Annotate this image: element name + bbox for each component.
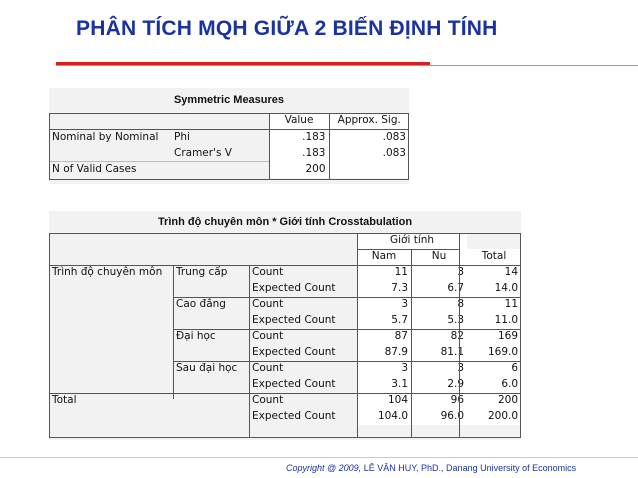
value-cell: .183 <box>269 146 329 162</box>
title-underline-gray <box>56 65 638 66</box>
nu-cell: 8 <box>411 297 467 313</box>
stat-label: Count <box>252 298 284 311</box>
row-stat-label: Cramer's V <box>174 147 232 160</box>
stat-label: Expected Count <box>252 314 336 327</box>
nam-cell: 3.1 <box>357 377 411 393</box>
col-header-nu: Nu <box>411 249 467 265</box>
total-cell: 14 <box>467 265 521 281</box>
crosstab-caption: Trình độ chuyên môn * Giới tính Crosstabulation <box>157 216 413 228</box>
nu-cell: 82 <box>411 329 467 345</box>
col-group-header: Giới tính <box>357 233 467 249</box>
nu-cell: 96 <box>411 393 467 409</box>
footer-copyright <box>286 463 576 473</box>
nu-cell: 5.3 <box>411 313 467 329</box>
slide-title: PHÂN TÍCH MQH GIỮA 2 BIẾN ĐỊNH TÍNH <box>76 17 498 40</box>
nu-cell: 3 <box>411 265 467 281</box>
symmetric-grid-lines <box>49 88 409 184</box>
stat-label: Count <box>252 330 284 343</box>
stat-label: Expected Count <box>252 346 336 359</box>
level-label: Đại học <box>176 330 216 343</box>
stat-label: Count <box>252 394 284 407</box>
nam-cell: 104.0 <box>357 409 411 425</box>
total-cell: 11 <box>467 297 521 313</box>
total-cell: 200.0 <box>467 409 521 425</box>
total-cell: 169 <box>467 329 521 345</box>
crosstab-grid-lines <box>49 211 521 440</box>
stat-label: Expected Count <box>252 410 336 423</box>
total-row-label: Total <box>52 394 77 407</box>
total-cell: 200 <box>467 393 521 409</box>
nam-cell: 87 <box>357 329 411 345</box>
footer-author: LÊ VĂN HUY, PhD., Danang University of Economics <box>361 463 577 473</box>
row-stat-label: Phi <box>174 131 190 144</box>
crosstab-panel <box>49 211 521 440</box>
sig-cell: .083 <box>329 130 409 147</box>
level-label: Cao đẳng <box>176 298 226 311</box>
nu-cell: 2.9 <box>411 377 467 393</box>
col-header-nam: Nam <box>357 249 411 265</box>
total-cell: 11.0 <box>467 313 521 329</box>
level-label: Sau đại học <box>176 362 238 375</box>
nam-cell: 7.3 <box>357 281 411 297</box>
stat-label: Count <box>252 266 284 279</box>
symmetric-measures-panel <box>49 88 409 184</box>
nam-cell: 11 <box>357 265 411 281</box>
nu-cell: 96.0 <box>411 409 467 425</box>
stat-label: Count <box>252 362 284 375</box>
nam-cell: 3 <box>357 361 411 377</box>
footer-divider <box>0 457 638 458</box>
footer-copyright-prefix: Copyright @ 2009, <box>286 463 362 473</box>
symmetric-measures-caption: Symmetric Measures <box>173 94 285 106</box>
nam-cell: 87.9 <box>357 345 411 361</box>
value-cell: .183 <box>269 130 329 147</box>
col-header-total: Total <box>467 249 521 265</box>
value-cell: 200 <box>269 162 329 178</box>
nu-cell: 6.7 <box>411 281 467 297</box>
total-cell: 6.0 <box>467 377 521 393</box>
row-group-label: N of Valid Cases <box>52 163 137 176</box>
nu-cell: 3 <box>411 361 467 377</box>
row-group-label: Nominal by Nominal <box>52 131 159 144</box>
value-header: Value <box>269 113 329 130</box>
nu-cell: 81.1 <box>411 345 467 361</box>
nam-cell: 3 <box>357 297 411 313</box>
total-cell: 6 <box>467 361 521 377</box>
sig-header: Approx. Sig. <box>329 113 409 130</box>
row-var-label: Trình độ chuyên môn <box>52 266 163 279</box>
stat-label: Expected Count <box>252 378 336 391</box>
nam-cell: 104 <box>357 393 411 409</box>
total-cell: 169.0 <box>467 345 521 361</box>
total-cell: 14.0 <box>467 281 521 297</box>
nam-cell: 5.7 <box>357 313 411 329</box>
stat-label: Expected Count <box>252 282 336 295</box>
sig-cell: .083 <box>329 146 409 162</box>
level-label: Trung cấp <box>176 266 228 279</box>
